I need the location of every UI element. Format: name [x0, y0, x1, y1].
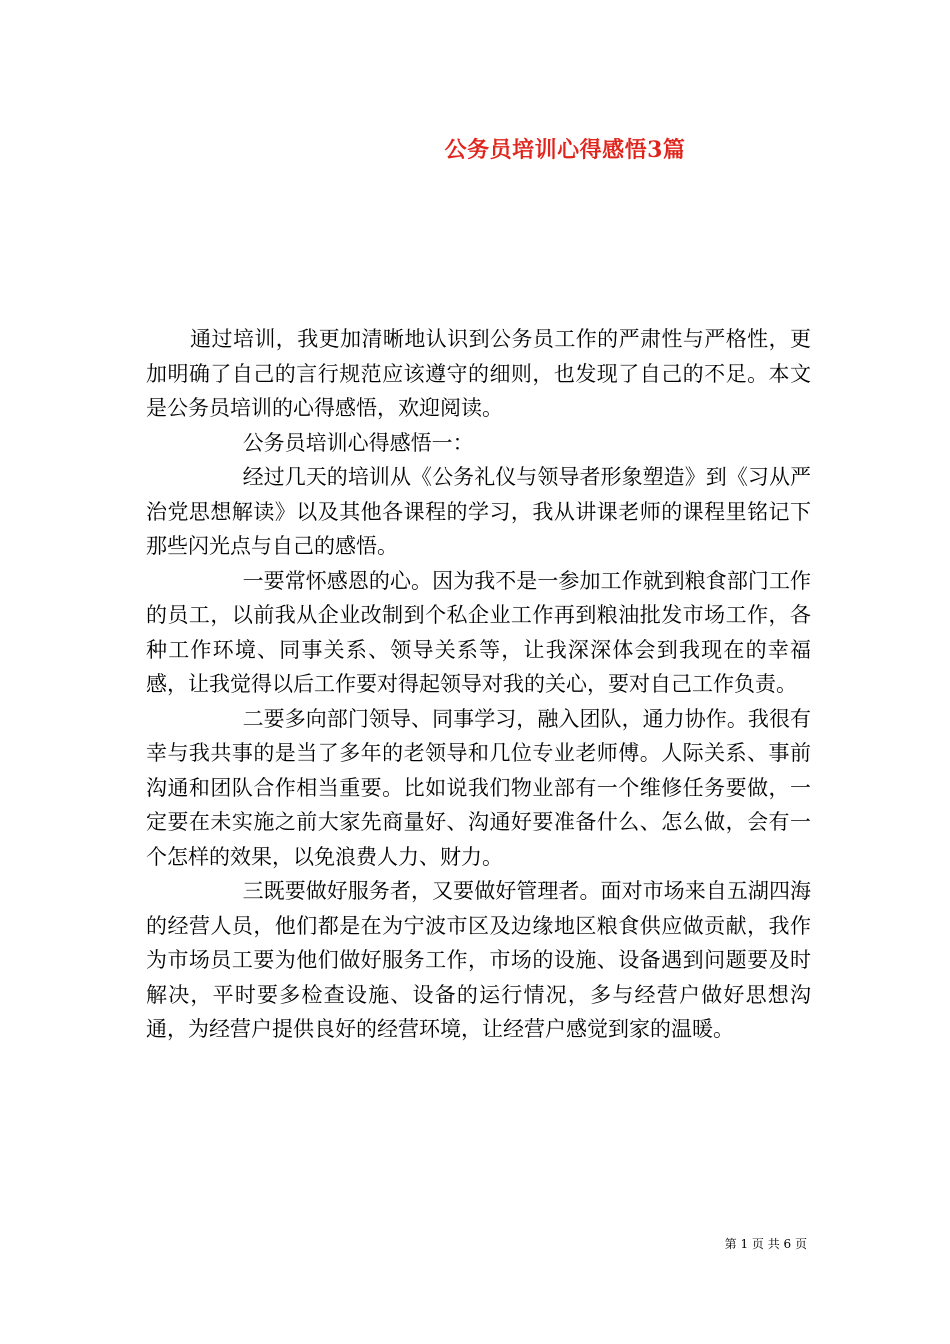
page-number-footer: 第 1 页 共 6 页 [724, 1237, 807, 1251]
section-heading: 公务员培训心得感悟一： [242, 430, 474, 455]
body-paragraph: 二要多向部门领导、同事学习，融入团队，通力协作。我很有幸与我共事的是当了多年的老领导和几位专业老师傅。人际关系、事前沟通和团队合作相当重要。比如说我们物业部有一个维修任务要做，一定要在未实施之前大家先商量好、沟通好要准备什么、怎么做，会有一个怎样的效果，以免浪费人力、财力。 [146, 706, 811, 869]
document-body [146, 322, 811, 1047]
intro-paragraph: 通过培训，我更加清晰地认识到公务员工作的严肃性与严格性，更加明确了自己的言行规范应该遵守的细则，也发现了自己的不足。本文是公务员培训的心得感悟，欢迎阅读。 [146, 327, 811, 420]
page-title: 公务员培训心得感悟3篇 [444, 137, 686, 163]
body-paragraph: 一要常怀感恩的心。因为我不是一参加工作就到粮食部门工作的员工，以前我从企业改制到个私企业工作再到粮油批发市场工作，各种工作环境、同事关系、领导关系等，让我深深体会到我现在的幸福感，让我觉得以后工作要对得起领导对我的关心，要对自己工作负责。 [146, 568, 811, 696]
body-paragraph: 三既要做好服务者，又要做好管理者。面对市场来自五湖四海的经营人员，他们都是在为宁波市区及边缘地区粮食供应做贡献，我作为市场员工要为他们做好服务工作，市场的设施、设备遇到问题要及时解决，平时要多检查设施、设备的运行情况，多与经营户做好思想沟通，为经营户提供良好的经营环境，让经营户感觉到家的温暖。 [146, 879, 811, 1041]
body-paragraph: 经过几天的培训从《公务礼仪与领导者形象塑造》到《习从严治党思想解读》以及其他各课程的学习，我从讲课老师的课程里铭记下那些闪光点与自己的感悟。 [146, 465, 811, 558]
